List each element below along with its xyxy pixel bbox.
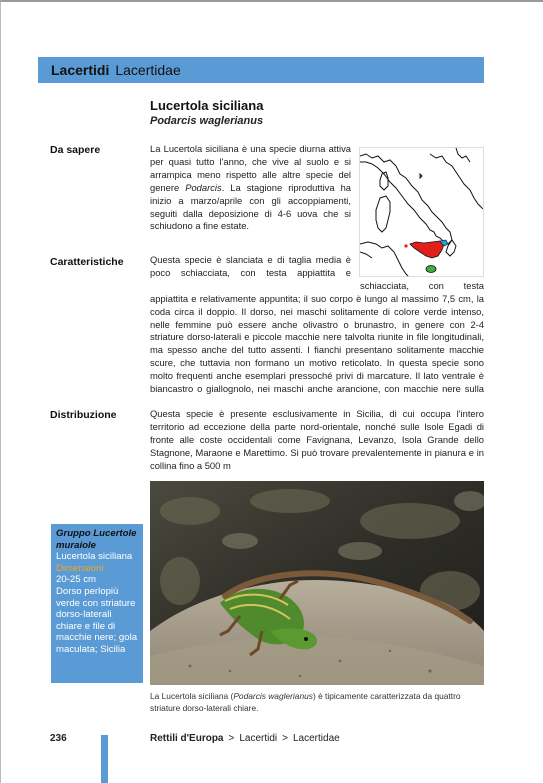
breadcrumb-family-it: Lacertidi [239, 733, 278, 744]
section-label-distribuzione: Distribuzione [50, 409, 117, 421]
chapter-subtitle: Lacertidae [115, 62, 181, 78]
lizard-photo [150, 481, 484, 685]
breadcrumb-separator: > [282, 733, 288, 744]
range-egadi [404, 244, 407, 247]
species-info-box [51, 524, 143, 683]
footer-breadcrumb [150, 733, 340, 744]
chapter-header [38, 57, 484, 83]
caption-latin-name: Podarcis waglerianus [233, 691, 313, 701]
caratteristiche-continuation-wrap [150, 280, 484, 396]
info-species-name: Lucertola siciliana [56, 551, 133, 563]
breadcrumb-book: Rettili d'Europa [150, 733, 224, 744]
section-label-caratteristiche: Caratteristiche [50, 256, 124, 268]
info-description: Dorso perlopiù verde con striature dorso-laterali chiare e file di macchie nere; gola maculata; Sicilia [56, 585, 138, 655]
lizard-illustration [150, 481, 484, 685]
caratteristiche-text: Questa specie è slanciata e di taglia media è poco schiacciata, con testa appiattita e [150, 254, 351, 278]
da-sapere-text-2: . La stagione riproduttiva ha inizio a marzo/aprile con gli accoppiamenti, seguiti dalla deposizione di 4-6 uova che si schiudono a fine estate. [150, 181, 351, 232]
genus-name: Podarcis [185, 181, 222, 193]
breadcrumb-family-lat: Lacertidae [293, 733, 340, 744]
caratteristiche-intro [150, 254, 351, 280]
page-number: 236 [50, 733, 67, 744]
photo-caption [150, 690, 484, 714]
caratteristiche-text-full: schiacciata, con testa appiattita e relativamente appuntita; il suo corpo è lungo al massimo 7,5 cm, la coda circa il doppio. Il dorso, nei maschi solitamente di colore verde intenso, nelle femmine può essere anche olivastro o brunastro, in genere con 2-4 striature dorso-laterali e piccole macchie nere talvolta riunite in file longitudinali, ma spesso anche del tutto assenti. I fianchi presentano solitamente macchie scure, che tuttavia non formano un motivo reticolato. In questa specie sono molto frequenti anche esemplari pressoché privi di marcature. Il lato ventrale è biancastro o giallognolo, nei maschi anche arancione, con macchie nere sulla [150, 280, 484, 395]
info-dimensions-value: 20-25 cm [56, 574, 96, 586]
footer-accent-bar [101, 735, 108, 783]
da-sapere-text-1: La Lucertola siciliana è una specie diurna attiva per quasi tutto l'anno, che vive al suolo e si arrampica meno rispetto alle altre specie del genere [150, 143, 351, 193]
section-text-distribuzione: Questa specie è presente esclusivamente in Sicilia, di cui occupa l'intero territorio ad eccezione della parte nord-orientale, nonché sulle Isole Egadi di fronte alle coste occidentali come Favignana, Levanzo, Isola Grande dello Stagnone, Maraone e Marettimo. Si può trovare prevalentemente in pianura e in collina fino a 500 m [150, 408, 484, 471]
species-name: Lucertola siciliana [150, 98, 264, 113]
breadcrumb-separator: > [228, 733, 235, 744]
section-text-da-sapere [150, 143, 351, 233]
caratteristiche-continuation [150, 280, 484, 396]
caption-text-1: La Lucertola siciliana ( [150, 691, 234, 701]
info-dimensions-label: Dimensioni [56, 562, 104, 574]
caption-text-2: ) è tipicamente caratterizzata da quattro striature dorso-laterali chiare. [150, 691, 461, 713]
species-latin-name: Podarcis waglerianus [150, 115, 264, 127]
info-group-title: Gruppo Lucertole muraiole [56, 528, 137, 551]
section-label-da-sapere: Da sapere [50, 144, 101, 156]
chapter-title: Lacertidi [51, 62, 110, 78]
